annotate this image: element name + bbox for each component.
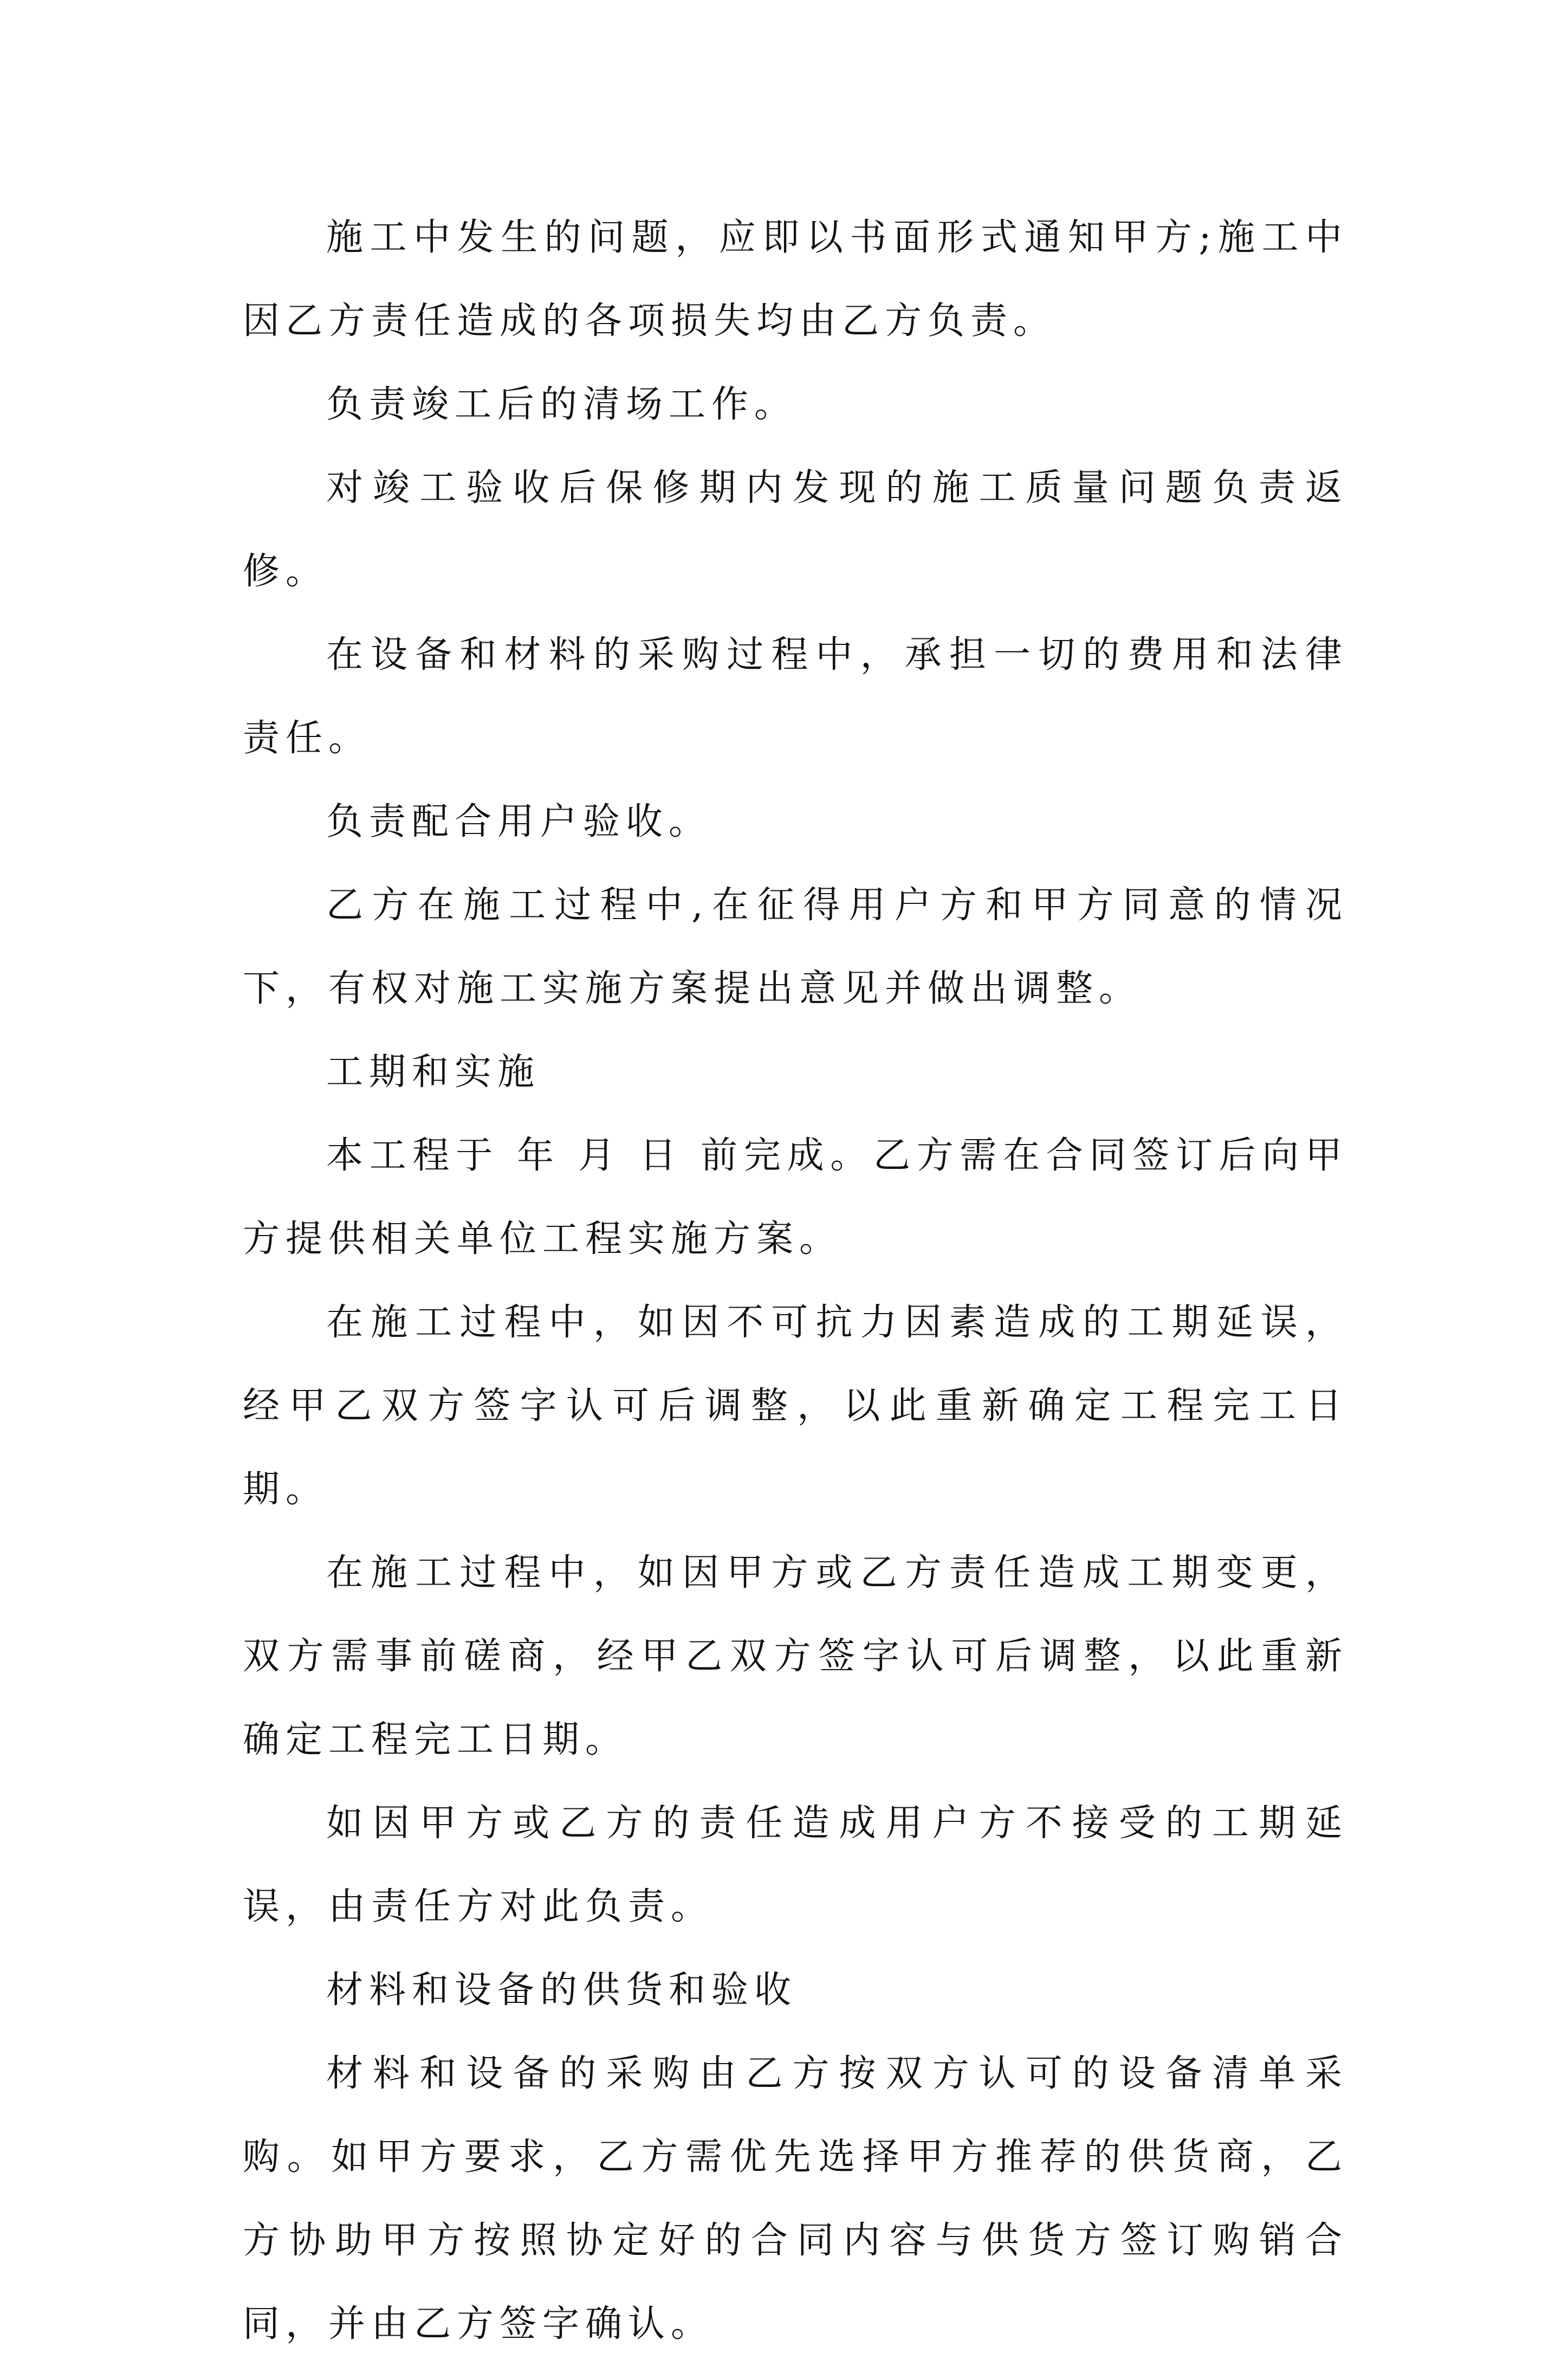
- paragraph-responsibility-delay: 在施工过程中，如因甲方或乙方责任造成工期变更，双方需事前磋商，经甲乙双方签字认可后调整，以此重新确定工程完工日期。: [243, 1552, 1348, 1761]
- section-heading-schedule: 工期和实施: [326, 1051, 541, 1094]
- section-heading-supply: 材料和设备的供货和验收: [326, 1969, 798, 2012]
- paragraph-issue-notification: 施工中发生的问题，应即以书面形式通知甲方;施工中因乙方责任造成的各项损失均由乙方负责。: [243, 216, 1348, 342]
- paragraph-equipment-procurement: 材料和设备的采购由乙方按双方认可的设备清单采购。如甲方要求，乙方需优先选择甲方推荐的供货商，乙方协助甲方按照协定好的合同内容与供货方签订购销合同，并由乙方签字确认。: [243, 2052, 1348, 2345]
- paragraph-plan-adjustment: 乙方在施工过程中,在征得用户方和甲方同意的情况下，有权对施工实施方案提出意见并做出调整。: [243, 884, 1348, 1010]
- paragraph-warranty-repair: 对竣工验收后保修期内发现的施工质量问题负责返修。: [243, 467, 1348, 593]
- document-body: [243, 196, 1348, 2366]
- paragraph-procurement-liability: 在设备和材料的采购过程中，承担一切的费用和法律责任。: [243, 633, 1348, 760]
- paragraph-completion-date: 本工程于 年 月 日 前完成。乙方需在合同签订后向甲方提供相关单位工程实施方案。: [243, 1134, 1348, 1260]
- paragraph-delay-liability: 如因甲方或乙方的责任造成用户方不接受的工期延误，由责任方对此负责。: [243, 1802, 1348, 1928]
- paragraph-force-majeure-delay: 在施工过程中，如因不可抗力因素造成的工期延误，经甲乙双方签字认可后调整，以此重新确定工程完工日期。: [243, 1301, 1348, 1511]
- paragraph-site-cleanup: 负责竣工后的清场工作。: [326, 383, 798, 426]
- paragraph-user-acceptance: 负责配合用户验收。: [326, 800, 712, 843]
